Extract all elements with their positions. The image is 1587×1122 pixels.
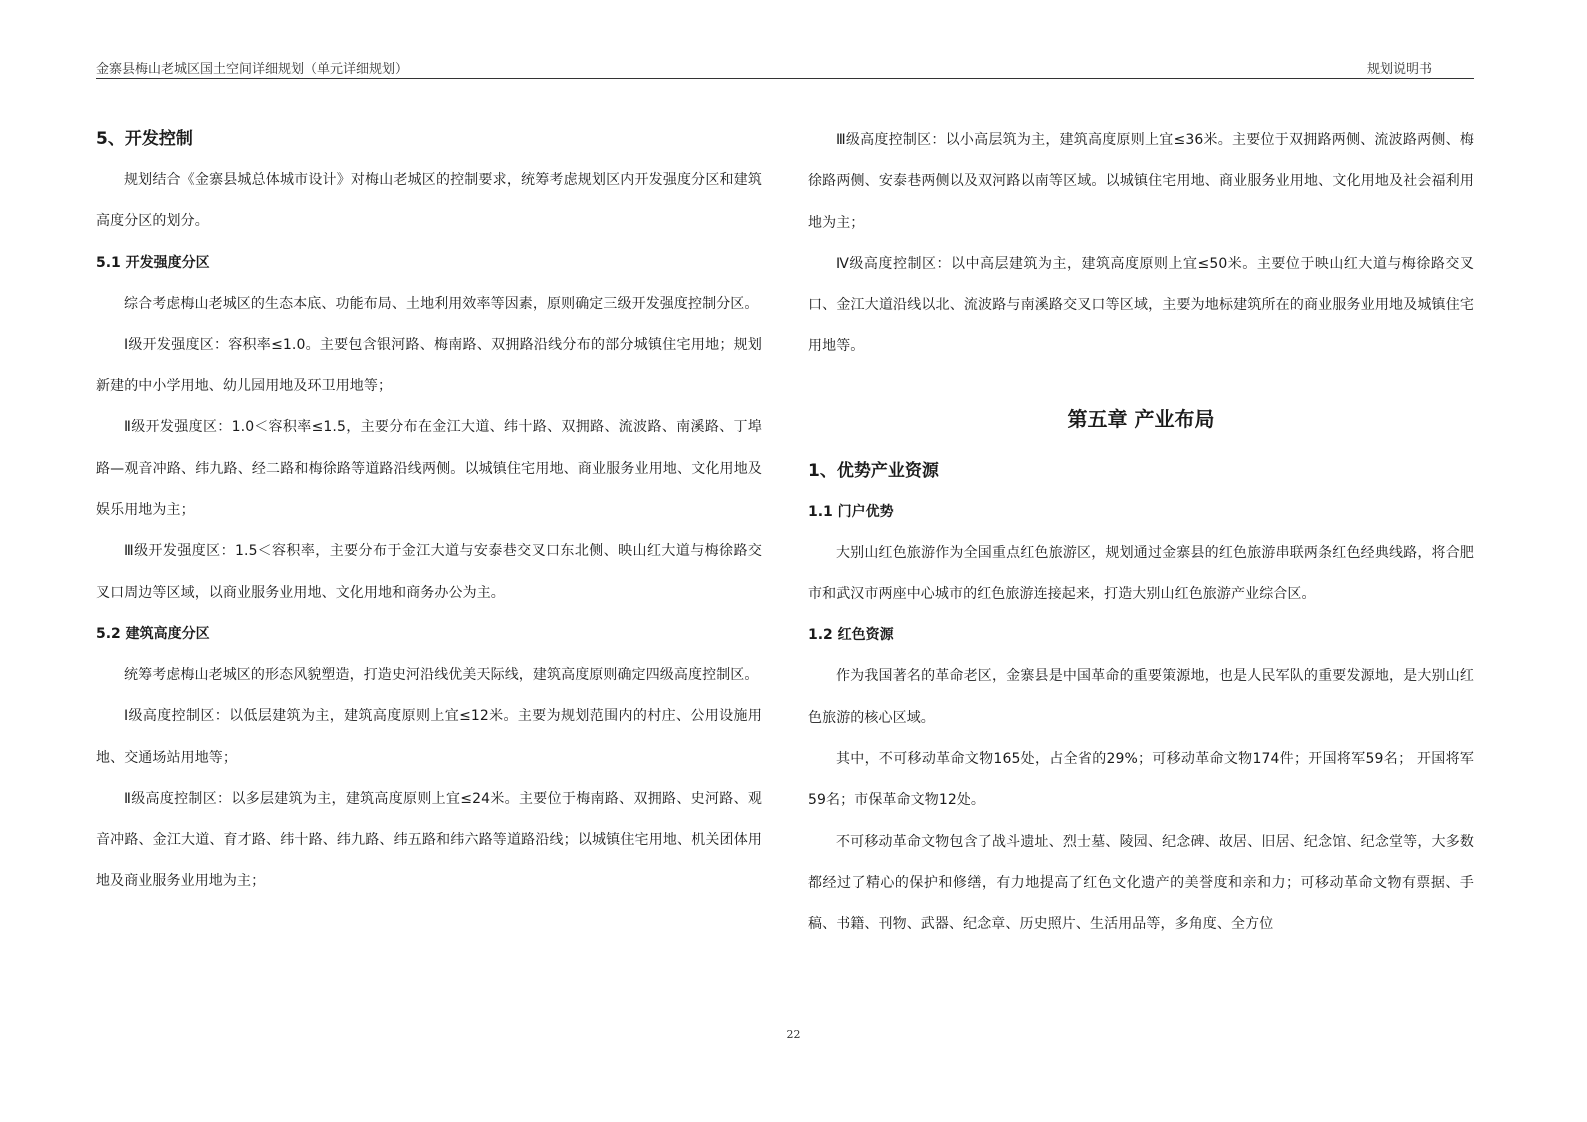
section-5-2-paragraph-3: Ⅱ级高度控制区：以多层建筑为主，建筑高度原则上宜≤24米。主要位于梅南路、双拥路、史河路、观音冲路、金江大道、育才路、纬十路、纬九路、纬五路和纬六路等道路沿线；以城镇住宅用地、机关团体用地及商业服务业用地为主； xyxy=(96,790,762,890)
section-5-1-paragraph-2: Ⅰ级开发强度区：容积率≤1.0。主要包含银河路、梅南路、双拥路沿线分布的部分城镇住宅用地；规划新建的中小学用地、幼儿园用地及环卫用地等； xyxy=(96,336,762,395)
left-column xyxy=(96,118,762,903)
section-5-2-heading: 5.2 建筑高度分区 xyxy=(96,625,210,642)
section-5-1-paragraph-4: Ⅲ级开发强度区：1.5＜容积率，主要分布于金江大道与安泰巷交叉口东北侧、映山红大道与梅徐路交叉口周边等区域，以商业服务业用地、文化用地和商务办公为主。 xyxy=(96,543,762,601)
section-5-1-heading: 5.1 开发强度分区 xyxy=(96,254,210,271)
section-5-2-paragraph-4: Ⅲ级高度控制区：以小高层筑为主，建筑高度原则上宜≤36米。主要位于双拥路两侧、流波路两侧、梅徐路两侧、安泰巷两侧以及双河路以南等区域。以城镇住宅用地、商业服务业用地、文化用地及社会福利用地为主； xyxy=(808,132,1474,231)
document-title: 金寨县梅山老城区国土空间详细规划（单元详细规划） xyxy=(96,62,409,77)
section-5-heading: 5、开发控制 xyxy=(96,129,193,149)
section-1-1-paragraph-1: 大别山红色旅游作为全国重点红色旅游区，规划通过金寨县的红色旅游串联两条红色经典线路，将合肥市和武汉市两座中心城市的红色旅游连接起来，打造大别山红色旅游产业综合区。 xyxy=(808,544,1474,603)
section-5-intro: 规划结合《金寨县城总体城市设计》对梅山老城区的控制要求，统筹考虑规划区内开发强度分区和建筑高度分区的划分。 xyxy=(96,172,762,230)
section-1-heading: 1、优势产业资源 xyxy=(808,460,939,481)
section-1-1-heading: 1.1 门户优势 xyxy=(808,503,894,520)
page-number: 22 xyxy=(786,1028,801,1041)
document-type: 规划说明书 xyxy=(1366,62,1432,77)
chapter-heading: 第五章 产业布局 xyxy=(1067,406,1215,431)
section-1-2-paragraph-3: 不可移动革命文物包含了战斗遗址、烈士墓、陵园、纪念碑、故居、旧居、纪念馆、纪念堂等，大多数都经过了精心的保护和修缮，有力地提高了红色文化遗产的美誉度和亲和力；可移动革命文物有票据、手稿、书籍、刊物、武器、纪念章、历史照片、生活用品等，多角度、全方位 xyxy=(808,833,1474,933)
section-5-2-paragraph-1: 统筹考虑梅山老城区的形态风貌塑造，打造史河沿线优美天际线，建筑高度原则确定四级高度控制区。 xyxy=(124,666,759,683)
chapter-spacer xyxy=(808,368,1474,388)
section-5-1-paragraph-1: 综合考虑梅山老城区的生态本底、功能布局、土地利用效率等因素，原则确定三级开发强度控制分区。 xyxy=(124,295,759,312)
section-1-2-heading: 1.2 红色资源 xyxy=(808,627,894,644)
section-5-2-paragraph-2: Ⅰ级高度控制区：以低层建筑为主，建筑高度原则上宜≤12米。主要为规划范围内的村庄、公用设施用地、交通场站用地等； xyxy=(96,708,762,766)
section-1-2-paragraph-1: 作为我国著名的革命老区，金寨县是中国革命的重要策源地，也是人民军队的重要发源地，是大别山红色旅游的核心区域。 xyxy=(808,668,1474,726)
section-5-2-paragraph-5: Ⅳ级高度控制区：以中高层建筑为主，建筑高度原则上宜≤50米。主要位于映山红大道与梅徐路交叉口、金江大道沿线以北、流波路与南溪路交叉口等区域，主要为地标建筑所在的商业服务业用地及城镇住宅用地等。 xyxy=(808,255,1474,355)
section-1-2-paragraph-2: 其中，不可移动革命文物165处，占全省的29%；可移动革命文物174件；开国将军59名； 开国将军59名；市保革命文物12处。 xyxy=(808,750,1474,809)
section-5-1-paragraph-3: Ⅱ级开发强度区：1.0＜容积率≤1.5，主要分布在金江大道、纬十路、双拥路、流波路、南溪路、丁埠路—观音冲路、纬九路、经二路和梅徐路等道路沿线两侧。以城镇住宅用地、商业服务业用地、文化用地及娱乐用地为主； xyxy=(96,419,762,519)
page-header xyxy=(96,56,1474,79)
right-column xyxy=(808,120,1474,945)
